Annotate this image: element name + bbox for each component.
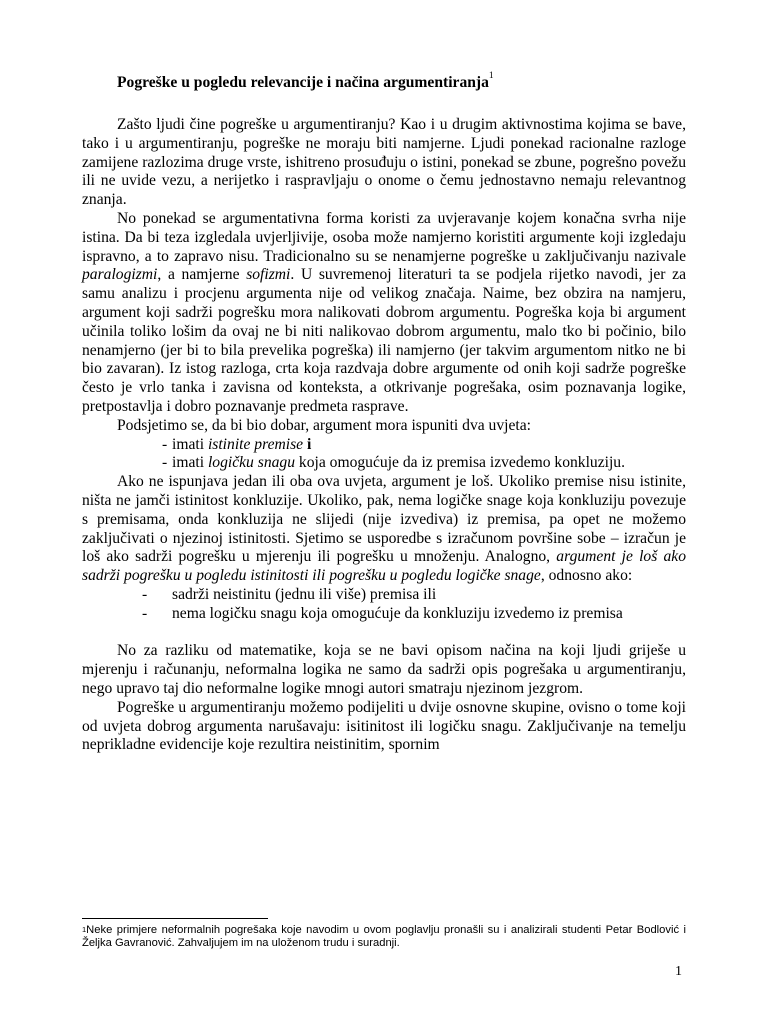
list-dash: - [142,604,148,622]
list-item [82,454,686,473]
paragraph-6: Pogreške u argumentiranju možemo podijeliti u dvije osnovne skupine, ovisno o tome koji od uvjeta dobrog argumenta narušavaju: isitinitost ili logičku snagu. Zaključivanje na temelju neprikladne evidencije koje rezultira neistinitim, spornim [82,698,686,754]
paragraph-2-part-b: , a namjerne [157,266,247,284]
footnote-reference: 1 [488,71,494,81]
list-item [82,605,686,624]
footnote-separator [82,918,268,919]
paragraph-1: Zašto ljudi čine pogreške u argumentiranju? Kao i u drugim aktivnostima kojima se bave, tako i u argumentiranju, pogreške ne moraju biti namjerne. Ljudi ponekad racionalne razloge zamijene razlozima druge vrste, ishitreno prosuđuju o istini, ponekad se zbune, pogrešno povežu ili ne uvide vezu, a nerijetko i raspravljaju o onome o čemu jednostavno nemaju relevantnog znanja. [82,116,686,209]
list-dash: - [162,454,168,472]
paragraph-2-part-c: . U suvremenoj literaturi ta se podjela rijetko navodi, jer za samu analizu i procjenu argumenta nije od velikog značaja. Naime, bez obzira na namjeru, argument koji sadrži pogrešku mora nalikovati dobrom argumentu. Pogreška koja bi argument učinila toliko lošim da ovaj ne bi niti nalikovao dobrom argumentu, malo tko bi počinio, bilo nenamjerno (jer bi to bila prevelika pogreška) ili namjerno (jer takvim argumentom nitko ne bi bio zavaran). Iz istog razloga, crta koja razdvaja dobre argumente od onih koji sadrže pogreške često je vrlo tanka i zavisna od konteksta, a otkrivanje pogrešaka, osim poznavanja logike, pretpostavlja i dobro poznavanje predmeta rasprave. [82,266,686,415]
paragraph-spacer [82,624,686,643]
conditions-list [82,436,686,474]
list-item-emphasis: logičku snagu [207,454,296,472]
paragraph-4-part-b: , odnosno ako: [540,567,633,585]
title-text: Pogreške u pogledu relevancije i načina argumentiranja [117,74,489,91]
paragraph-5: No za razliku od matematike, koja se ne bavi opisom načina na koji ljudi griješe u mjerenju i računanju, neformalna logika ne samo da sadrži opis pogrešaka u argumentiranju, nego upravo taj dio neformalne logike mnogi autori smatraju njezinom jezgrom. [82,642,686,697]
bad-argument-list [82,586,686,624]
paragraph-2 [82,210,686,417]
list-item [82,436,686,455]
paragraph-4 [82,473,686,586]
list-item-text: i [303,435,312,453]
paragraph-3: Podsjetimo se, da bi bio dobar, argument mora ispuniti dva uvjeta: [117,416,531,434]
page-number: 1 [675,964,682,979]
list-dash: - [162,435,168,453]
paragraph-4-emphasis: argument je loš ako sadrži pogrešku u pogledu istinitosti ili pogrešku u pogledu logičke snage [82,548,686,585]
term-sofizmi: sofizmi [246,266,291,284]
list-item-text: imati [172,435,208,453]
footnote-mark: 1 [82,925,87,934]
footnote-text: Neke primjere neformalnih pogrešaka koje navodim u ovom poglavlju pronašli su i analizirali studenti Petar Bodlović i Željka Gavranović. Zahvaljujem im na uloženom trudu i suradnji. [82,924,686,950]
list-item-text: nema logičku snagu koja omogućuje da konkluziju izvedemo iz premisa [172,604,623,622]
list-item-text: imati [172,454,208,472]
list-item-text: koja omogućuje da iz premisa izvedemo konkluziju. [295,454,625,472]
list-item [82,586,686,605]
term-paralogizmi: paralogizmi [82,266,158,284]
list-dash: - [142,585,148,603]
page-title [117,71,494,92]
paragraph-4-part-a: Ako ne ispunjava jedan ili oba ova uvjeta, argument je loš. Ukoliko premise nisu istinite, ništa ne jamči istinitost konkluzije. Ukoliko, pak, nema logičke snage koja konkluziju povezuje s premisama, onda konkluzija ne slijedi (nije izvediva) iz premisa, pa opet ne možemo zaključivati o njezinoj istinitosti. Sjetimo se usporedbe s izračunom površine sobe – izračun je loš ako sadrži pogrešku u mjerenju ili pogrešku u množenju. Analogno, [82,473,686,566]
paragraph-2-part-a: No ponekad se argumentativna forma koristi za uvjeravanje kojem konačna svrha nije istina. Da bi teza izgledala uvjerljivije, osoba može namjerno koristiti argumente koji izgledaju ispravno, a to zapravo nisu. Tradicionalno su se nenamjerne pogreške u zaključivanju nazivale [82,209,686,265]
list-item-emphasis: istinite premise [207,435,304,453]
footnote [82,924,686,951]
list-item-text: sadrži neistinitu (jednu ili više) premisa ili [172,585,437,603]
body-text [82,116,686,755]
